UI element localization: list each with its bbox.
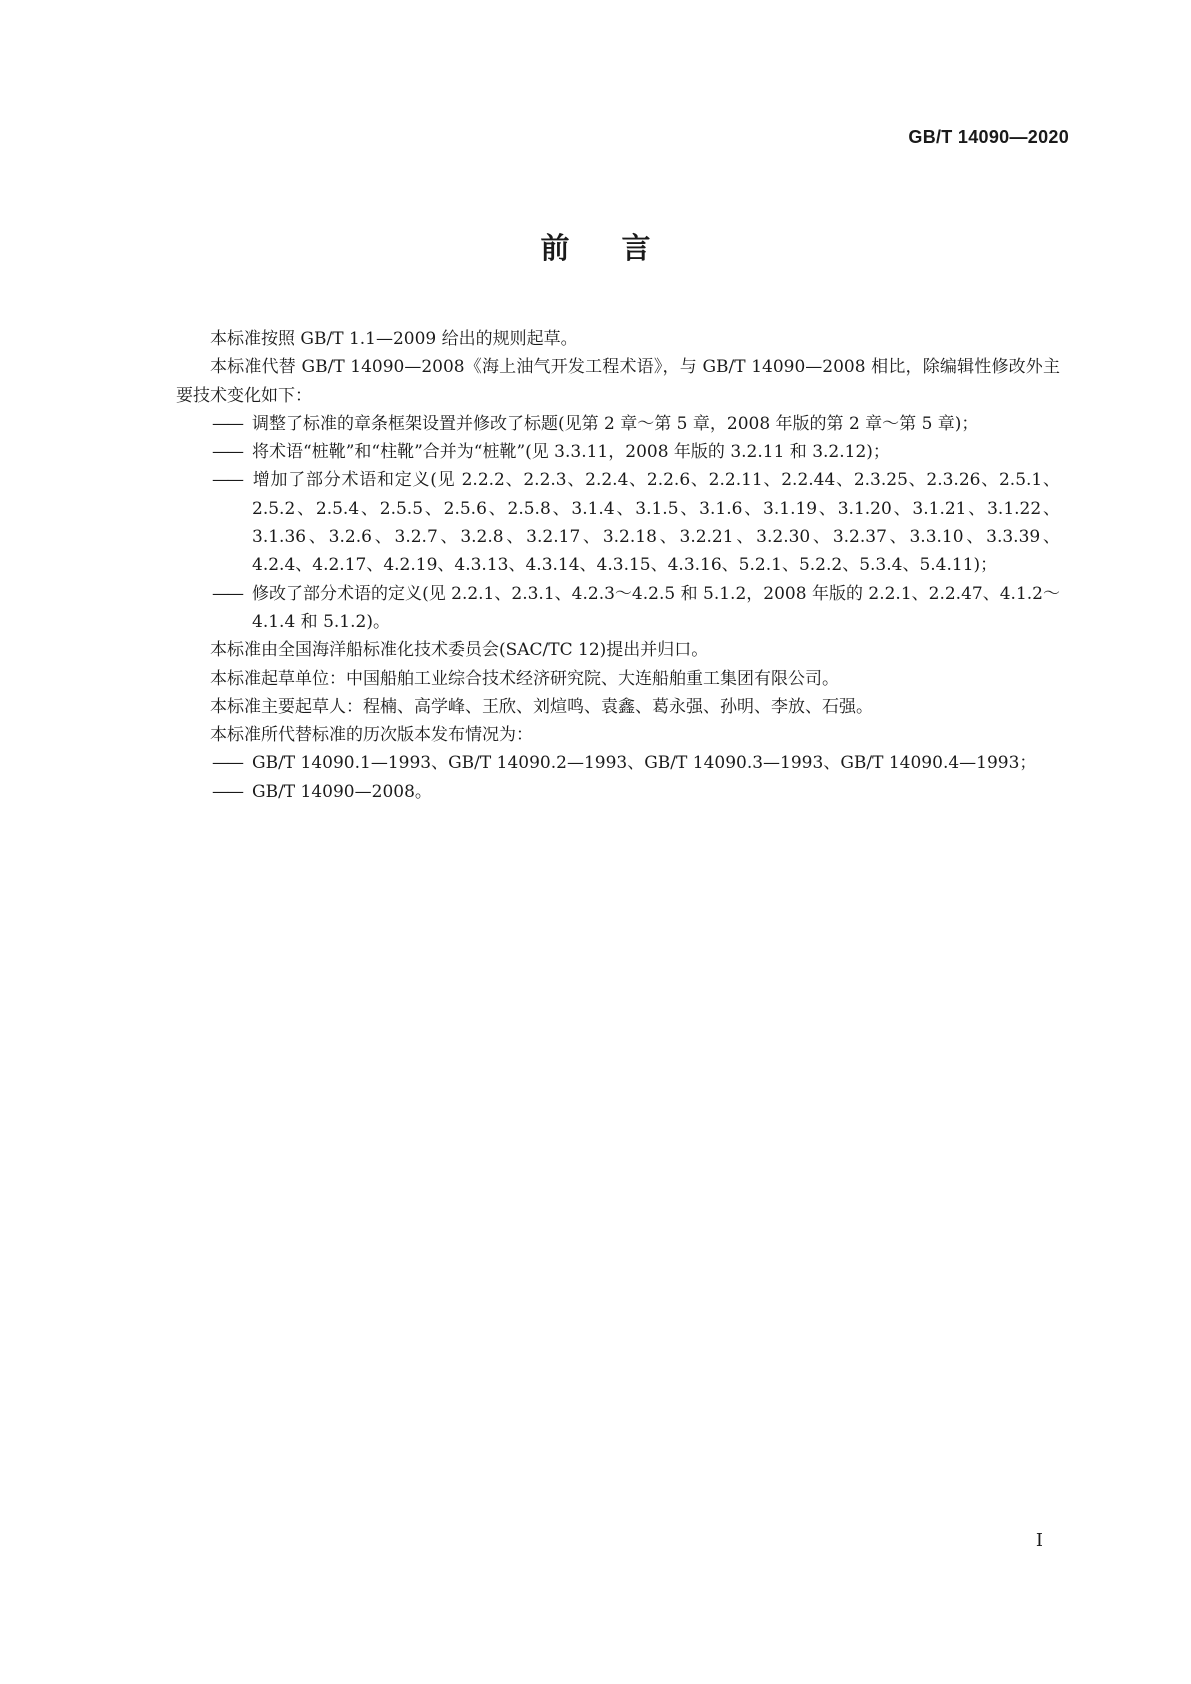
paragraph-committee: 本标准由全国海洋船标准化技术委员会(SAC/TC 12)提出并归口。: [210, 640, 709, 661]
change-item: [212, 580, 1060, 637]
dash-mark: ——: [212, 470, 242, 491]
history-item: [212, 749, 1060, 777]
change-item: [212, 438, 1060, 466]
dash-mark: ——: [212, 781, 242, 802]
standard-code: GB/T 14090—2020: [908, 127, 1069, 147]
paragraph-replacement: 本标准代替 GB/T 14090—2008《海上油气开发工程术语》，与 GB/T 14090—2008 相比，除编辑性修改外主要技术变化如下：: [176, 357, 1060, 406]
history-item-text: GB/T 14090—2008。: [252, 781, 432, 802]
change-item-text: 将术语“桩靴”和“柱靴”合并为“桩靴”(见 3.3.11，2008 年版的 3.2.11 和 3.2.12)；: [252, 442, 890, 463]
change-item-text: 增加了部分术语和定义(见 2.2.2、2.2.3、2.2.4、2.2.6、2.2.11、2.2.44、2.3.25、2.3.26、2.5.1、2.5.2、2.5.4、2.5.5、2.5.6、2.5.8、3.1.4、3.1.5、3.1.6、3.1.19、3.1.20、3.1.21、3.1.22、3.1.36、3.2.6、3.2.7、3.2.8、3.2.17、3.2.18、3.2.21、3.2.30、3.2.37、3.3.10、3.3.39、4.2.4、4.2.17、4.2.19、4.3.13、4.3.14、4.3.15、4.3.16、5.2.1、5.2.2、5.3.4、5.4.11)；: [252, 470, 1060, 576]
change-item: [212, 410, 1060, 438]
page-title: 前言: [540, 231, 703, 265]
paragraph-history-intro: 本标准所代替标准的历次版本发布情况为：: [210, 725, 533, 746]
history-item: [212, 778, 1060, 806]
dash-mark: ——: [212, 583, 242, 604]
paragraph-drafting-rules: 本标准按照 GB/T 1.1—2009 给出的规则起草。: [210, 329, 578, 349]
change-item-text: 调整了标准的章条框架设置并修改了标题(见第 2 章～第 5 章，2008 年版的第 2 章～第 5 章)；: [252, 413, 979, 434]
dash-mark: ——: [212, 442, 242, 463]
history-item-text: GB/T 14090.1—1993、GB/T 14090.2—1993、GB/T 14090.3—1993、GB/T 14090.4—1993；: [252, 753, 1037, 774]
foreword-body: [176, 325, 1060, 806]
paragraph-drafters: 本标准主要起草人：程楠、高学峰、王欣、刘煊鸣、袁鑫、葛永强、孙明、李放、石强。: [210, 696, 873, 717]
change-item-text: 修改了部分术语的定义(见 2.2.1、2.3.1、4.2.3～4.2.5 和 5.1.2，2008 年版的 2.2.1、2.2.47、4.1.2～4.1.4 和 5.1.2)。: [252, 583, 1060, 632]
change-item: [212, 466, 1060, 579]
page-number: I: [1035, 1530, 1043, 1551]
dash-mark: ——: [212, 753, 242, 774]
paragraph-drafting-units: 本标准起草单位：中国船舶工业综合技术经济研究院、大连船舶重工集团有限公司。: [210, 668, 839, 689]
dash-mark: ——: [212, 413, 242, 434]
